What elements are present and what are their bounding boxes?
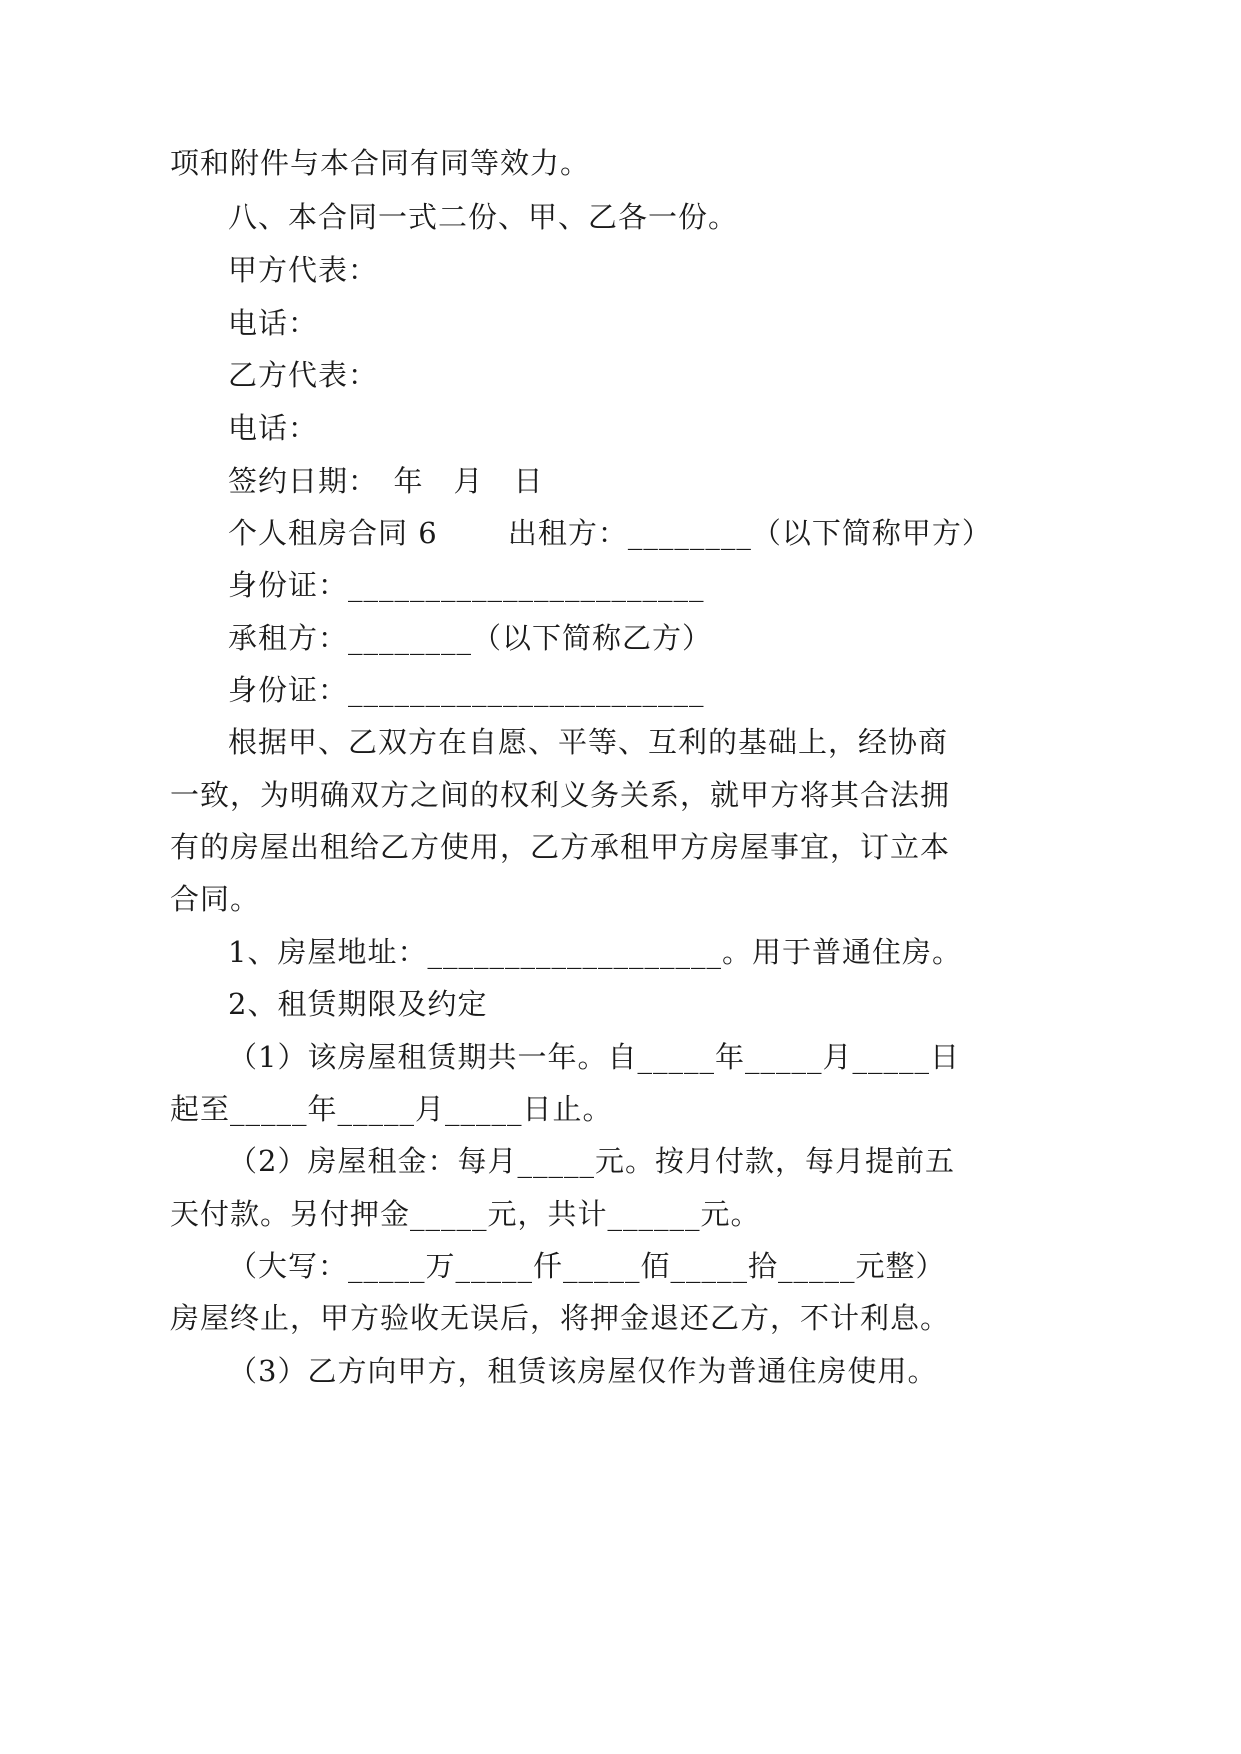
text-line: （2）房屋租金：每月_____元。按月付款，每月提前五 bbox=[228, 1144, 955, 1178]
text-line: 合同。 bbox=[170, 882, 261, 916]
text-line: 根据甲、乙双方在自愿、平等、互利的基础上，经协商 bbox=[228, 725, 949, 759]
text-line: 八、本合同一式二份、甲、乙各一份。 bbox=[228, 200, 739, 234]
text-line: 乙方代表： bbox=[228, 358, 379, 392]
text-line: 有的房屋出租给乙方使用，乙方承租甲方房屋事宜，订立本 bbox=[170, 830, 951, 864]
text-line: 个人租房合同 6 出租方：________（以下简称甲方） bbox=[228, 516, 992, 550]
text-line: 签约日期： 年 月 日 bbox=[228, 464, 544, 498]
text-line: （3）乙方向甲方，租赁该房屋仅作为普通住房使用。 bbox=[228, 1354, 938, 1388]
text-line: 2、租赁期限及约定 bbox=[228, 987, 488, 1021]
text-line: 项和附件与本合同有同等效力。 bbox=[170, 146, 591, 180]
text-line: 起至_____年_____月_____日止。 bbox=[170, 1092, 613, 1126]
text-line: 身份证：_______________________ bbox=[228, 568, 705, 602]
text-line: 甲方代表： bbox=[228, 253, 379, 287]
text-line: 电话： bbox=[228, 411, 319, 445]
text-line: 电话： bbox=[228, 306, 319, 340]
text-line: 身份证：_______________________ bbox=[228, 673, 705, 707]
text-line: 一致，为明确双方之间的权利义务关系，就甲方将其合法拥 bbox=[170, 778, 951, 812]
text-line: （大写：_____万_____仟_____佰_____拾_____元整） bbox=[228, 1249, 946, 1283]
text-line: 1、房屋地址：___________________。用于普通住房。 bbox=[228, 935, 962, 969]
text-line: 房屋终止，甲方验收无误后，将押金退还乙方，不计利息。 bbox=[170, 1301, 951, 1335]
text-line: 天付款。另付押金_____元，共计______元。 bbox=[170, 1197, 761, 1231]
text-line: 承租方：________（以下简称乙方） bbox=[228, 621, 713, 655]
text-line: （1）该房屋租赁期共一年。自_____年_____月_____日 bbox=[228, 1040, 960, 1074]
